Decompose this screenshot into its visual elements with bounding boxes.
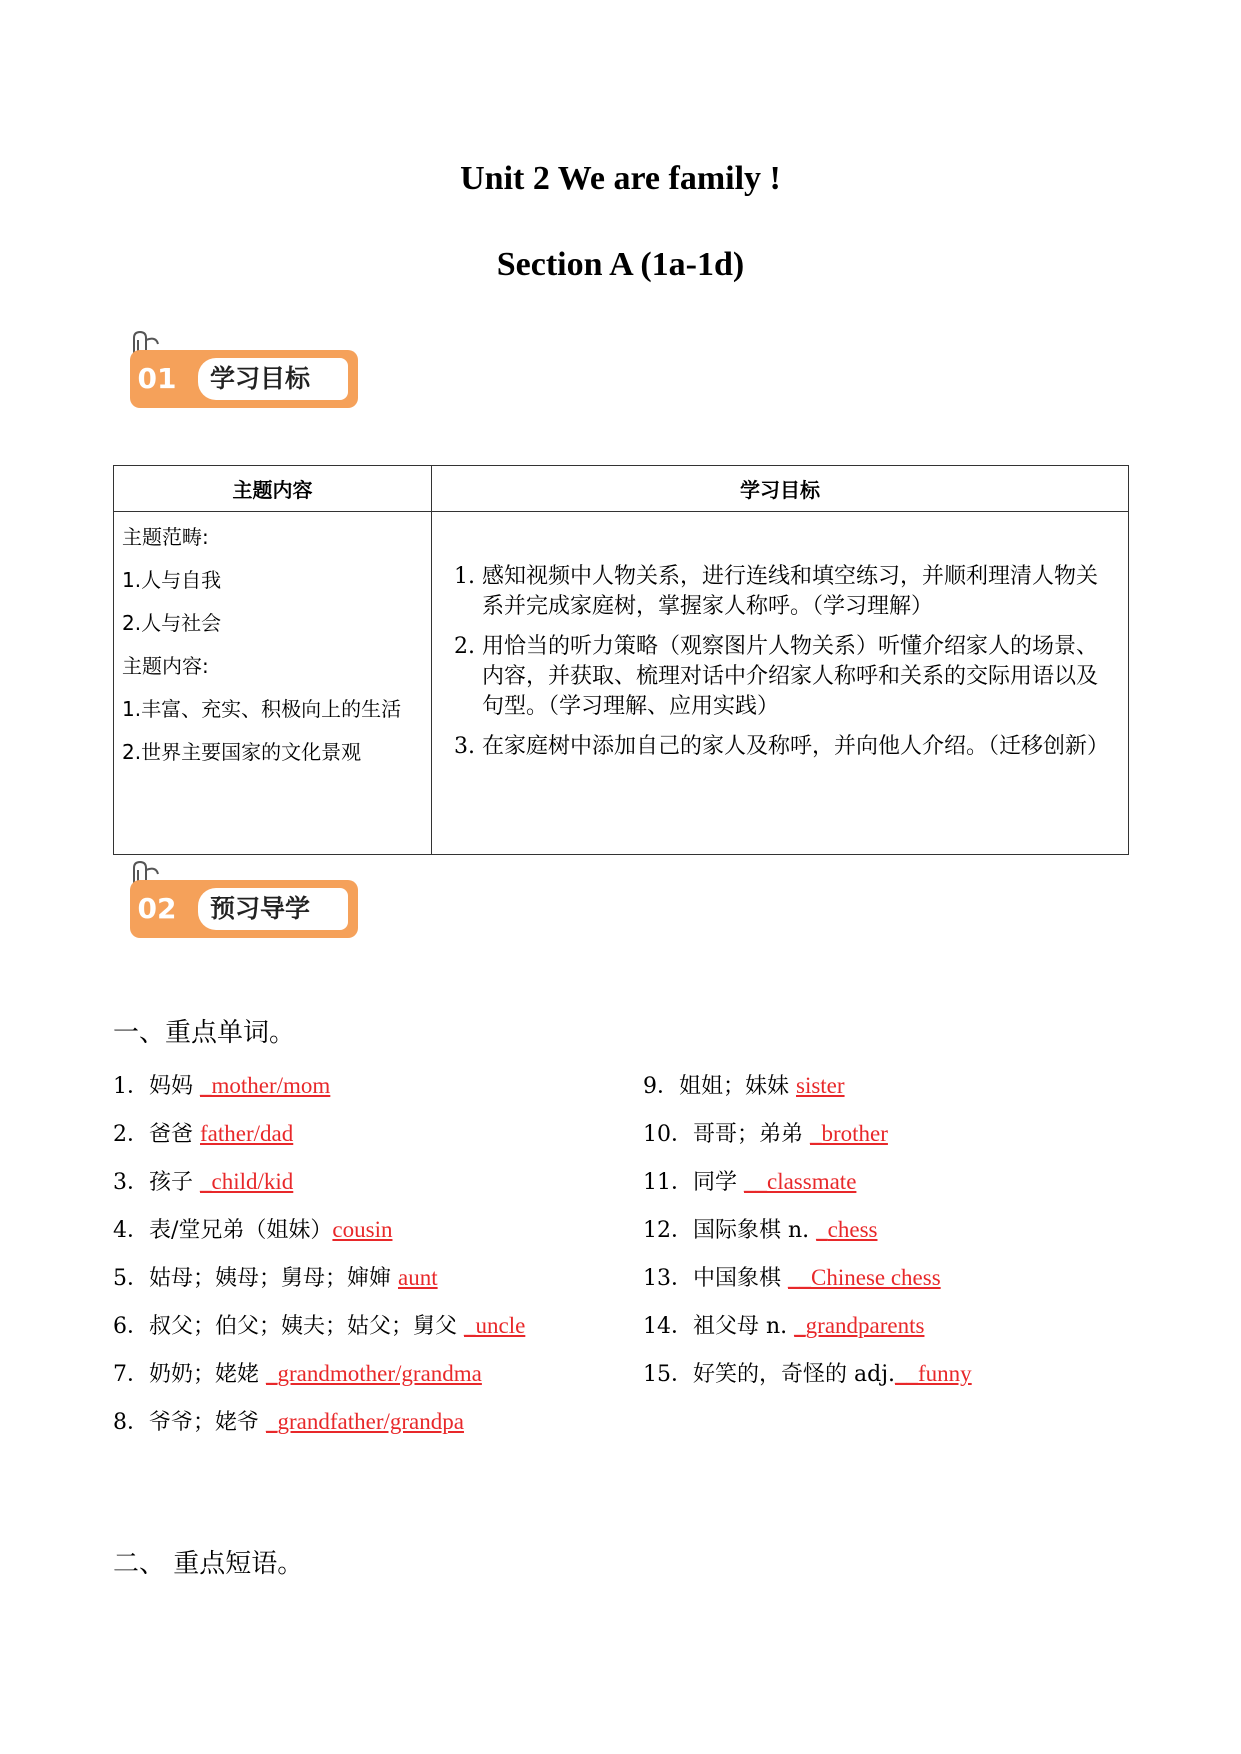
goal-item: 2. 用恰当的听力策略（观察图片人物关系）听懂介绍家人的场景、内容，并获取、梳理对话中介绍家人称呼和关系的交际用语以及句型。（学习理解、应用实践） bbox=[482, 632, 1110, 722]
vocab-item bbox=[113, 1350, 525, 1398]
vocab-item bbox=[113, 1206, 525, 1254]
vocab-chinese: 哥哥；弟弟 bbox=[693, 1122, 810, 1147]
content-item: 2.世界主要国家的文化景观 bbox=[122, 740, 362, 764]
vocab-number: 14． bbox=[643, 1314, 693, 1339]
goals-list bbox=[442, 562, 1110, 762]
table-header-topic: 主题内容 bbox=[114, 466, 432, 512]
vocab-chinese: 叔父；伯父；姨夫；姑父；舅父 bbox=[149, 1314, 464, 1339]
vocab-item bbox=[643, 1110, 972, 1158]
vocab-answer: cousin bbox=[332, 1217, 393, 1242]
badge-number: 02 bbox=[137, 892, 177, 925]
table-header-row bbox=[114, 466, 1129, 512]
answer-blank: __ bbox=[788, 1265, 811, 1290]
vocab-number: 7． bbox=[113, 1362, 149, 1387]
vocab-chinese: 奶奶；姥姥 bbox=[149, 1362, 266, 1387]
vocab-chinese: 同学 bbox=[693, 1170, 744, 1195]
vocab-item bbox=[113, 1302, 525, 1350]
vocab-chinese: 爷爷；姥爷 bbox=[149, 1410, 266, 1435]
table-row bbox=[114, 512, 1129, 855]
unit-title: Unit 2 We are family ! bbox=[460, 160, 781, 197]
vocab-answer: father/dad bbox=[200, 1121, 294, 1146]
answer-blank: __ bbox=[744, 1169, 767, 1194]
vocab-number: 5． bbox=[113, 1266, 149, 1291]
goals-table bbox=[113, 465, 1129, 855]
answer-blank: _ bbox=[794, 1313, 806, 1338]
vocab-answer: classmate bbox=[767, 1169, 857, 1194]
vocab-item bbox=[643, 1158, 972, 1206]
answer-blank: _ bbox=[200, 1169, 212, 1194]
vocab-chinese: 好笑的，奇怪的 adj. bbox=[693, 1362, 896, 1387]
vocab-item bbox=[113, 1158, 525, 1206]
vocab-answer: child/kid bbox=[211, 1169, 294, 1194]
category-label: 主题范畴: bbox=[122, 525, 209, 549]
goal-item: 3. 在家庭树中添加自己的家人及称呼，并向他人介绍。（迁移创新） bbox=[482, 732, 1110, 762]
vocab-chinese: 中国象棋 bbox=[693, 1266, 788, 1291]
vocab-chinese: 姐姐；妹妹 bbox=[679, 1074, 796, 1099]
vocab-answer: mother/mom bbox=[211, 1073, 331, 1098]
vocab-answer: grandfather/grandpa bbox=[277, 1409, 464, 1434]
vocab-number: 1． bbox=[113, 1074, 149, 1099]
vocab-number: 11． bbox=[643, 1170, 693, 1195]
answer-blank: __ bbox=[895, 1361, 919, 1386]
vocab-heading: 一、重点单词。 bbox=[113, 1018, 296, 1048]
vocab-number: 6． bbox=[113, 1314, 149, 1339]
vocab-number: 15． bbox=[643, 1362, 693, 1387]
vocab-chinese: 祖父母 n. bbox=[693, 1314, 795, 1339]
answer-blank: _ bbox=[266, 1361, 278, 1386]
section-badge-preview bbox=[128, 860, 358, 940]
vocab-number: 9． bbox=[643, 1074, 679, 1099]
vocab-number: 3． bbox=[113, 1170, 149, 1195]
vocab-item bbox=[113, 1398, 525, 1446]
content-label: 主题内容: bbox=[122, 654, 209, 678]
vocab-answer: brother bbox=[821, 1121, 888, 1146]
section-badge-goals bbox=[128, 330, 358, 410]
vocab-answer: chess bbox=[827, 1217, 878, 1242]
answer-blank: _ bbox=[200, 1073, 212, 1098]
topic-cell bbox=[114, 512, 432, 855]
vocab-answer: grandparents bbox=[805, 1313, 925, 1338]
vocab-number: 13． bbox=[643, 1266, 693, 1291]
answer-blank: _ bbox=[810, 1121, 822, 1146]
vocab-item bbox=[643, 1302, 972, 1350]
goals-cell bbox=[432, 512, 1129, 855]
vocab-number: 8． bbox=[113, 1410, 149, 1435]
vocab-list-left bbox=[113, 1062, 525, 1446]
answer-blank: _ bbox=[464, 1313, 476, 1338]
vocab-chinese: 表/堂兄弟（姐妹） bbox=[149, 1218, 333, 1243]
vocab-number: 4． bbox=[113, 1218, 149, 1243]
vocab-number: 10． bbox=[643, 1122, 693, 1147]
phrase-heading: 二、 重点短语。 bbox=[113, 1549, 304, 1579]
vocab-item bbox=[643, 1350, 972, 1398]
vocab-answer: uncle bbox=[475, 1313, 526, 1338]
vocab-item bbox=[643, 1062, 972, 1110]
vocab-number: 2． bbox=[113, 1122, 149, 1147]
badge-label: 预习导学 bbox=[198, 888, 348, 930]
vocab-answer: sister bbox=[796, 1073, 845, 1098]
vocab-item bbox=[113, 1254, 525, 1302]
content-item: 1.丰富、充实、积极向上的生活 bbox=[122, 697, 402, 721]
answer-blank: _ bbox=[816, 1217, 828, 1242]
vocab-answer: aunt bbox=[398, 1265, 438, 1290]
badge-label: 学习目标 bbox=[198, 358, 348, 400]
vocab-number: 12． bbox=[643, 1218, 693, 1243]
category-item: 1.人与自我 bbox=[122, 568, 222, 592]
vocab-item bbox=[643, 1254, 972, 1302]
answer-blank: _ bbox=[266, 1409, 278, 1434]
vocab-item bbox=[643, 1206, 972, 1254]
goal-item: 1. 感知视频中人物关系，进行连线和填空练习，并顺利理清人物关系并完成家庭树，掌握家人称呼。（学习理解） bbox=[482, 562, 1110, 622]
table-header-goals: 学习目标 bbox=[432, 466, 1129, 512]
vocab-list-right bbox=[643, 1062, 972, 1398]
badge-number: 01 bbox=[137, 362, 177, 395]
vocab-item bbox=[113, 1062, 525, 1110]
vocab-chinese: 妈妈 bbox=[149, 1074, 200, 1099]
vocab-chinese: 国际象棋 n. bbox=[693, 1218, 817, 1243]
category-item: 2.人与社会 bbox=[122, 611, 222, 635]
vocab-chinese: 孩子 bbox=[149, 1170, 200, 1195]
vocab-item bbox=[113, 1110, 525, 1158]
vocab-answer: Chinese chess bbox=[811, 1265, 941, 1290]
vocab-answer: funny bbox=[918, 1361, 972, 1386]
vocab-answer: grandmother/grandma bbox=[277, 1361, 482, 1386]
vocab-chinese: 姑母；姨母；舅母；婶婶 bbox=[149, 1266, 398, 1291]
section-title: Section A (1a-1d) bbox=[496, 246, 745, 283]
vocab-chinese: 爸爸 bbox=[149, 1122, 200, 1147]
